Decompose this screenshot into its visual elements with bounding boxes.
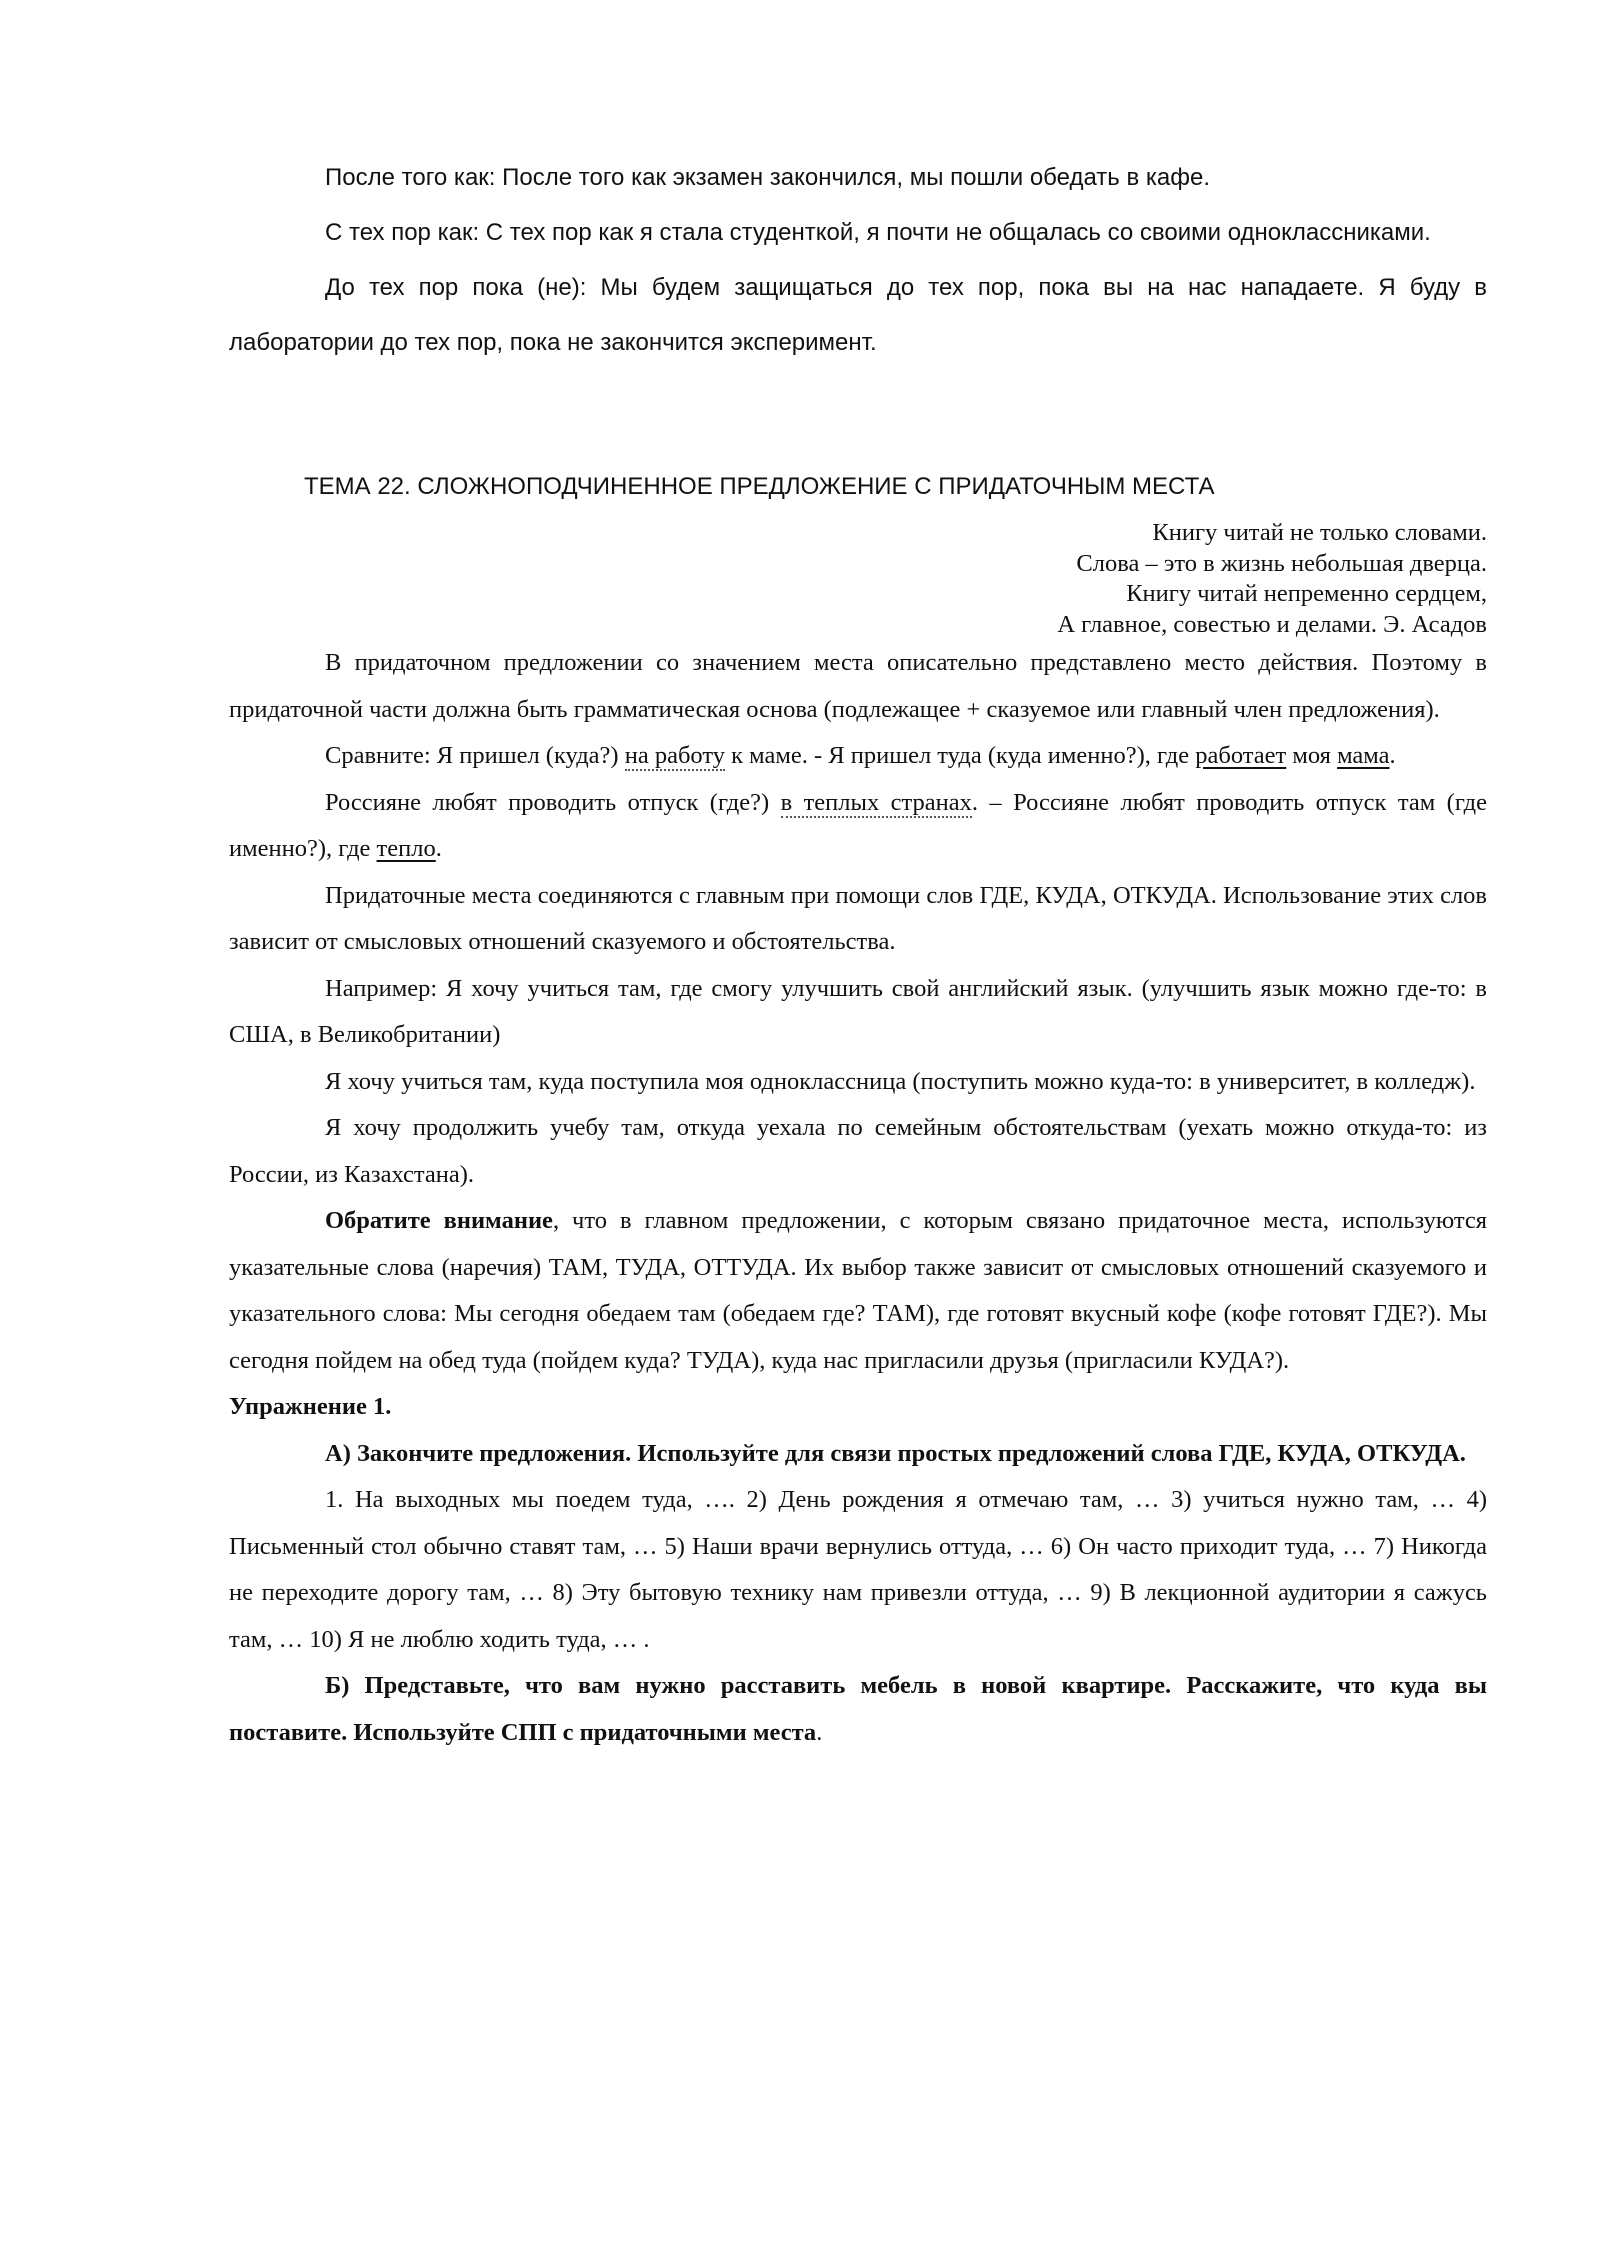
exercise-task-b (229, 1663, 1487, 1756)
compare2-predicate-underline: тепло (376, 835, 436, 862)
compare2-text-b: . – Россияне любят проводить отпуск там (где именно?), где (229, 788, 1487, 862)
compare2-text-c: . (435, 835, 442, 862)
compare1-adverbial-underline: на работу (624, 742, 725, 769)
attention-paragraph (229, 1198, 1487, 1384)
compare1-text-d: . (1389, 742, 1396, 769)
attention-bold: Обратите внимание (325, 1207, 553, 1234)
exercise-title-text: Упражнение 1. (229, 1393, 392, 1420)
compare1-text-a: Сравните: Я пришел (куда?) (325, 742, 625, 769)
topic-heading: ТЕМА 22. СЛОЖНОПОДЧИНЕННОЕ ПРЕДЛОЖЕНИЕ С ПРИДАТОЧНЫМ МЕСТА (304, 473, 1215, 500)
compare1-subject-underline: мама (1337, 742, 1390, 769)
compare1-predicate-underline: работает (1195, 742, 1287, 769)
exercise-task-a-text: А) Закончите предложения. Используйте для связи простых предложений слова ГДЕ, КУДА, ОТКУДА. (325, 1439, 1466, 1467)
exercise-task-b-end: . (816, 1718, 823, 1746)
connecting-words-paragraph: Придаточные места соединяются с главным при помощи слов ГДЕ, КУДА, ОТКУДА. Использование этих слов зависит от смысловых отношений сказуемого и обстоятельства. (229, 881, 1487, 955)
compare1-text-c: моя (1286, 742, 1338, 769)
epigraph-line: Книгу читай не только словами. (1152, 519, 1487, 546)
epigraph (229, 518, 1487, 640)
paragraph-do-teh-por-poka: До тех пор пока (не): Мы будем защищаться до тех пор, пока вы на нас нападаете. Я буду в лаборатории до тех пор, пока не закончится эксперимент. (229, 274, 1487, 356)
compare-paragraph-1 (229, 733, 1487, 780)
paragraph-s-teh-por-kak: С тех пор как: С тех пор как я стала студенткой, я почти не общалась со своими одноклассниками. (325, 219, 1431, 246)
exercise-task-b-text: Б) Представьте, что вам нужно расставить мебель в новой квартире. Расскажите, что куда вы поставите. Используйте СПП с придаточными места (229, 1672, 1487, 1746)
example-paragraph-1: Например: Я хочу учиться там, где смогу улучшить свой английский язык. (улучшить язык можно где-то: в США, в Великобритании) (229, 974, 1487, 1048)
example-paragraph-3: Я хочу продолжить учебу там, откуда уехала по семейным обстоятельствам (уехать можно откуда-то: из России, из Казахстана). (229, 1114, 1487, 1188)
example-paragraph-2: Я хочу учиться там, куда поступила моя одноклассница (поступить можно куда-то: в университет, в колледж). (325, 1067, 1476, 1095)
exercise-items: 1. На выходных мы поедем туда, …. 2) День рождения я отмечаю там, … 3) учиться нужно там, … 4) Письменный стол обычно ставят там, … 5) Наши врачи вернулись оттуда, … 6) Он часто приходит туда, … 7) Никогда не переходите дорогу там, … 8) Эту бытовую технику нам привезли оттуда, … 9) В лекционной аудитории я сажусь там, … 10) Я не люблю ходить туда, … . (229, 1486, 1487, 1653)
compare2-adverbial-underline: в теплых странах (780, 788, 972, 816)
compare2-text-a: Россияне любят проводить отпуск (где?) (325, 788, 781, 816)
epigraph-line: Книгу читай непременно сердцем, (1126, 580, 1487, 607)
paragraph-posle-togo-kak: После того как: После того как экзамен закончился, мы пошли обедать в кафе. (325, 164, 1210, 191)
exercise-task-a (229, 1431, 1487, 1478)
attention-text: , что в главном предложении, с которым связано придаточное места, используются указательные слова (наречия) ТАМ, ТУДА, ОТТУДА. Их выбор также зависит от смысловых отношений сказуемого и указательного слова: Мы сегодня обедаем там (обедаем где? ТАМ), где готовят вкусный кофе (кофе готовят ГДЕ?). Мы сегодня пойдем на обед туда (пойдем куда? ТУДА), куда нас пригласили друзья (пригласили КУДА?). (229, 1207, 1487, 1374)
page-content (229, 150, 1487, 1756)
compare1-text-b: к маме. - Я пришел туда (куда именно?), где (724, 742, 1196, 769)
compare-paragraph-2 (229, 780, 1487, 873)
intro-paragraph: В придаточном предложении со значением места описательно представлено место действия. Поэтому в придаточной части должна быть грамматическая основа (подлежащее + сказуемое или главный член предложения). (229, 649, 1487, 723)
epigraph-line: Слова – это в жизнь небольшая дверца. (1076, 549, 1487, 577)
epigraph-line: А главное, совестью и делами. Э. Асадов (1057, 610, 1487, 638)
exercise-title (229, 1384, 1487, 1431)
